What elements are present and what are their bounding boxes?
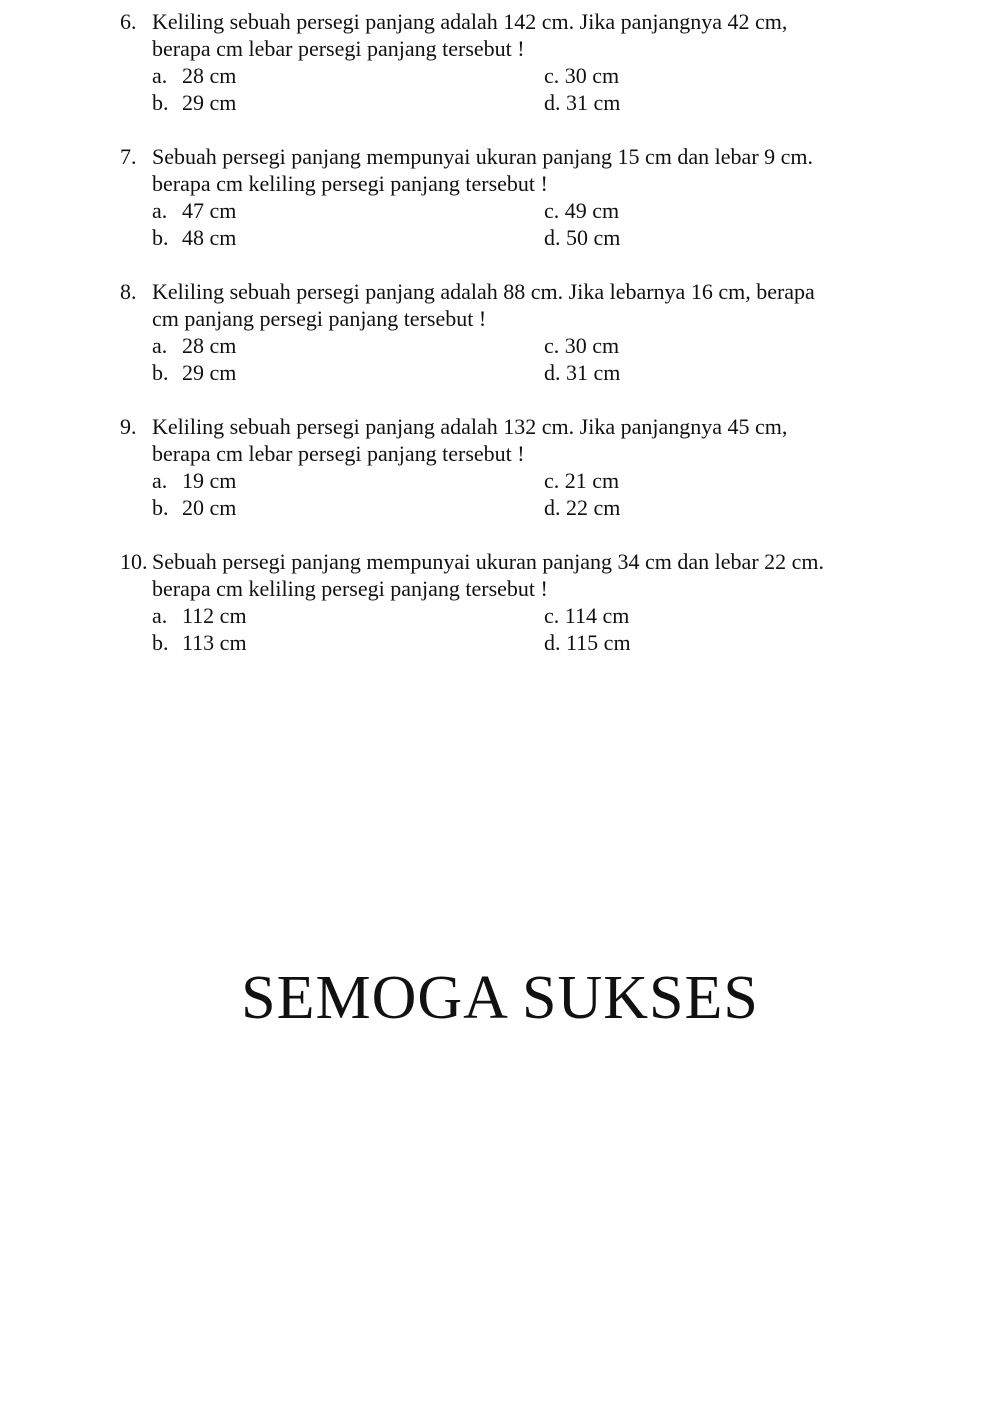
option-text: 112 cm (182, 603, 247, 628)
option-b (152, 224, 236, 251)
option-text: 22 cm (566, 495, 621, 520)
option-text: 30 cm (564, 333, 620, 358)
option-text: 28 cm (182, 63, 237, 88)
option-letter: d. (544, 495, 561, 520)
option-letter: b. (152, 630, 169, 655)
option-c (544, 467, 619, 494)
option-d (544, 629, 631, 656)
option-text: 29 cm (182, 360, 237, 385)
option-letter: b. (152, 495, 169, 520)
question-number: 8. (120, 279, 137, 304)
option-text: 19 cm (182, 468, 237, 493)
option-letter: c. (544, 198, 560, 223)
option-text: 29 cm (182, 90, 237, 115)
option-d (544, 89, 620, 116)
option-d (544, 359, 620, 386)
question-text-line-1: Sebuah persegi panjang mempunyai ukuran panjang 34 cm dan lebar 22 cm. (152, 549, 825, 574)
question-text-line-2: cm panjang persegi panjang tersebut ! (152, 306, 487, 331)
option-b (152, 359, 236, 386)
option-letter: d. (544, 630, 561, 655)
option-text: 20 cm (182, 495, 237, 520)
option-letter: c. (544, 603, 560, 628)
question-text-line-2: berapa cm keliling persegi panjang tersebut ! (152, 171, 548, 196)
question-text-line-2: berapa cm lebar persegi panjang tersebut ! (152, 441, 525, 466)
option-a (152, 602, 247, 629)
option-a (152, 197, 236, 224)
option-letter: d. (544, 90, 561, 115)
option-text: 31 cm (566, 360, 621, 385)
option-text: 115 cm (566, 630, 631, 655)
option-letter: c. (544, 468, 560, 493)
option-text: 49 cm (564, 198, 620, 223)
question-text-line-2: berapa cm keliling persegi panjang tersebut ! (152, 576, 548, 601)
option-letter: a. (152, 603, 168, 628)
option-letter: b. (152, 90, 169, 115)
question-text-line-1: Keliling sebuah persegi panjang adalah 132 cm. Jika panjangnya 45 cm, (152, 414, 788, 439)
option-d (544, 494, 620, 521)
option-a (152, 62, 236, 89)
option-text: 30 cm (564, 63, 620, 88)
question-number: 6. (120, 9, 137, 34)
question-text-line-1: Keliling sebuah persegi panjang adalah 142 cm. Jika panjangnya 42 cm, (152, 9, 788, 34)
question-text-line-2: berapa cm lebar persegi panjang tersebut ! (152, 36, 525, 61)
option-letter: d. (544, 225, 561, 250)
option-text: 31 cm (566, 90, 621, 115)
option-text: 50 cm (566, 225, 621, 250)
question-number: 7. (120, 144, 137, 169)
question-number: 10. (120, 549, 148, 574)
option-letter: c. (544, 333, 560, 358)
option-a (152, 467, 236, 494)
option-c (544, 197, 619, 224)
option-b (152, 494, 236, 521)
closing-message: SEMOGA SUKSES (241, 964, 759, 1032)
option-c (544, 332, 619, 359)
option-text: 114 cm (564, 603, 630, 628)
option-letter: a. (152, 468, 168, 493)
option-letter: a. (152, 63, 168, 88)
option-c (544, 602, 629, 629)
option-letter: a. (152, 333, 168, 358)
option-letter: d. (544, 360, 561, 385)
option-b (152, 89, 236, 116)
option-text: 28 cm (182, 333, 237, 358)
option-letter: c. (544, 63, 560, 88)
option-a (152, 332, 236, 359)
question-text-line-1: Sebuah persegi panjang mempunyai ukuran panjang 15 cm dan lebar 9 cm. (152, 144, 814, 169)
question-text-line-1: Keliling sebuah persegi panjang adalah 88 cm. Jika lebarnya 16 cm, berapa (152, 279, 815, 304)
option-letter: b. (152, 225, 169, 250)
option-c (544, 62, 619, 89)
option-text: 47 cm (182, 198, 237, 223)
option-letter: b. (152, 360, 169, 385)
option-text: 21 cm (564, 468, 620, 493)
option-text: 48 cm (182, 225, 237, 250)
question-number: 9. (120, 414, 137, 439)
option-b (152, 629, 247, 656)
option-d (544, 224, 620, 251)
option-letter: a. (152, 198, 168, 223)
option-text: 113 cm (182, 630, 247, 655)
